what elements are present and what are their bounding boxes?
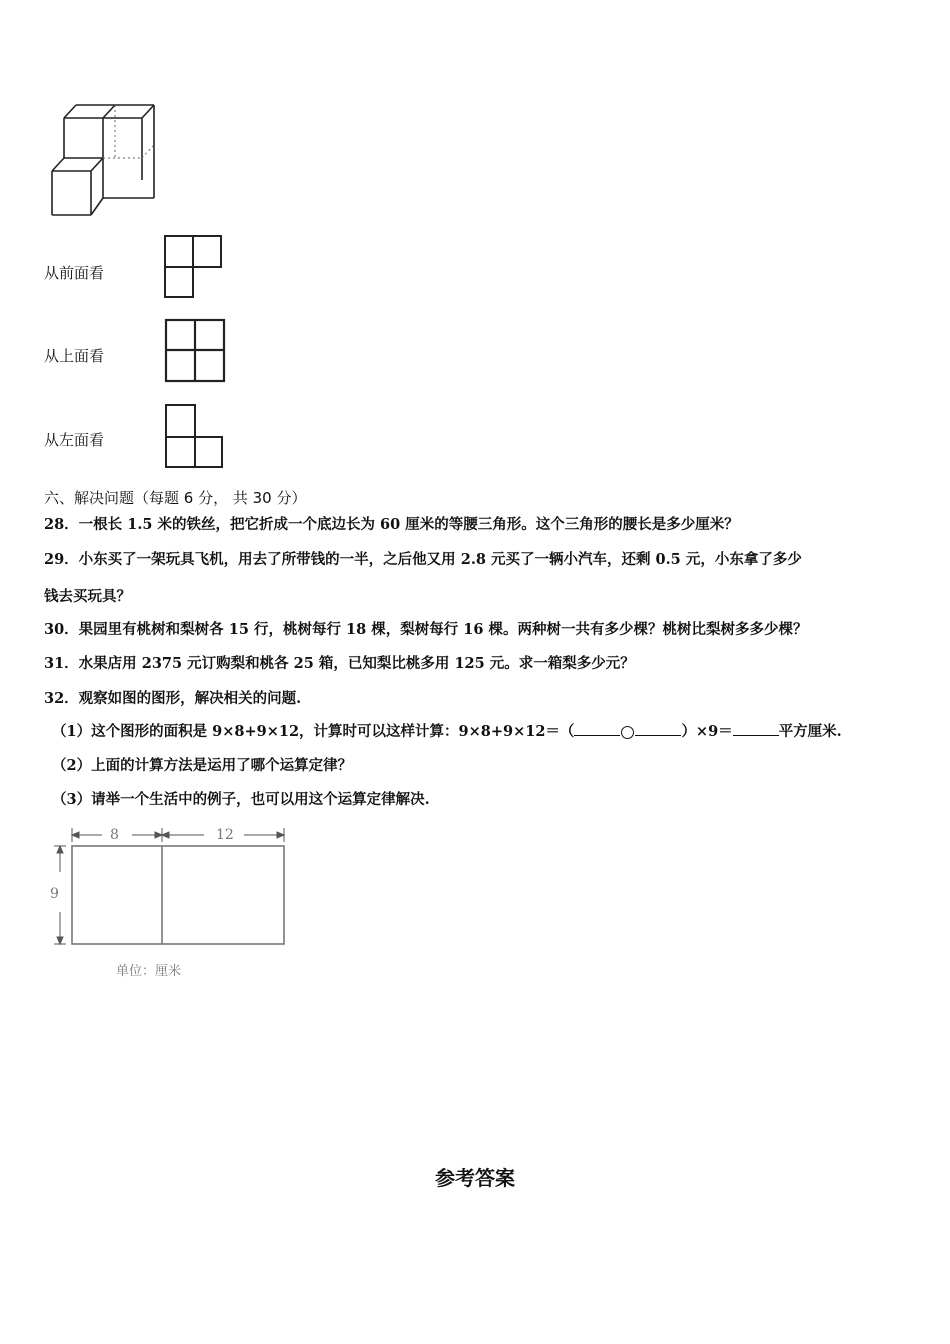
figure-width-right: 12 — [216, 827, 234, 843]
operator-circle[interactable] — [621, 726, 634, 739]
question-31: 31．水果店用 2375 元订购梨和桃各 25 箱，已知梨比桃多用 125 元。求一箱梨多少元？ — [44, 655, 635, 672]
top-view-grid — [164, 318, 228, 384]
q32-part-1-text-a: （1）这个图形的面积是 9×8+9×12，计算时可以这样计算：9×8+9×12＝（ — [52, 723, 575, 740]
answer-blank-1[interactable] — [574, 721, 620, 736]
front-view-label: 从前面看 — [44, 264, 105, 282]
left-view-grid — [164, 403, 228, 471]
front-view-grid — [163, 234, 227, 300]
q32-part-2: （2）上面的计算方法是运用了哪个运算定律？ — [52, 757, 353, 774]
figure-height: 9 — [50, 886, 59, 902]
section-title: 六、解决问题（每题 6 分， 共 30 分） — [44, 489, 307, 507]
figure-unit: 单位：厘米 — [116, 964, 182, 979]
figure-width-left: 8 — [110, 827, 119, 843]
question-28: 28．一根长 1.5 米的铁丝，把它折成一个底边长为 60 厘米的等腰三角形。这个三角形的腰长是多少厘米？ — [44, 516, 739, 533]
question-30: 30．果园里有桃树和梨树各 15 行，桃树每行 18 棵，梨树每行 16 棵。两种树一共有多少棵？桃树比梨树多多少棵？ — [44, 621, 808, 638]
question-29: 29．小东买了一架玩具飞机，用去了所带钱的一半，之后他又用 2.8 元买了一辆小汽车，还剩 0.5 元，小东拿了多少 — [44, 551, 802, 568]
q32-part-1-text-c: 平方厘米. — [778, 723, 842, 740]
answers-title: 参考答案 — [435, 1166, 515, 1190]
answer-blank-2[interactable] — [635, 721, 681, 736]
top-view-label: 从上面看 — [44, 347, 105, 365]
left-view-label: 从左面看 — [44, 431, 105, 449]
q32-part-1-text-b: ）×9＝ — [681, 723, 733, 740]
q32-part-1 — [52, 720, 842, 741]
cube-stack-figure — [44, 100, 159, 220]
answer-blank-3[interactable] — [733, 721, 779, 736]
question-29-continued: 钱去买玩具？ — [44, 588, 131, 605]
q32-part-3: （3）请举一个生活中的例子，也可以用这个运算定律解决. — [52, 791, 430, 808]
rectangle-figure — [44, 822, 294, 982]
question-32: 32．观察如图的图形，解决相关的问题. — [44, 690, 302, 707]
